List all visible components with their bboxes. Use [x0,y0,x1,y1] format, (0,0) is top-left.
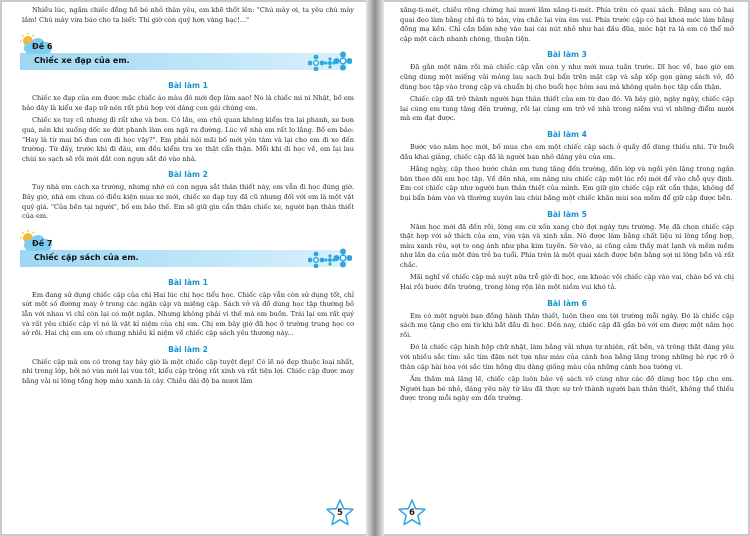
paragraph: Chiếc xe đạp của em được mặc chiếc áo màu đỏ mới đẹp lâm sao! Nó là chiếc mi ni Nhật, bố em bảo đây là kiểu xe đạp nữ nên rất phù hợp với dáng con gái chúng em. [22,94,354,112]
paragraph: Tuy nhà em cách xa trường, nhưng nhờ có con ngựa sắt thân thiết này, em vẫn đi học đúng giờ. Bây giờ, nhà em chưa có điều kiện mua xe mới, chiếc xe đạp tuy đã cũ nhưng đối với em là một vật quý giá. "Của bền tại người", bố em bảo thế. Em sẽ giữ gìn cẩn thận chiếc xe, người bạn thân thiết của em. [22,183,354,221]
section-heading: Bài làm 2 [168,344,208,354]
paragraph: Em có một người bạn đồng hành thân thiết, luôn theo em tới trường mỗi ngày. Đó là chiếc cặp sách mẹ tặng cho em từ khi bắt đầu đi học. Đến nay, chiếc cặp đã gắn bó với em được một năm học rồi. [400,311,734,339]
topic-title: Chiếc xe đạp của em. [34,56,130,66]
paragraph: Chiếc xe tuy cũ nhưng đi rất nhẹ và bon. Có lần, em chủ quan không kiểm tra lại phanh, xe bon quá, nên khi xuống dốc xe đứt phanh làm em ngã ra đường. Lúc về nhà em rất lo lắng. Bố em bảo: "Hay là từ mai bố đưa con đi học vậy?". Em phải nói mãi bố mới yên tâm và lại cho em đi xe đến trường. Từ đấy, trước khi đi đâu, em đều kiểm tra xe thật cẩn thận. Mỗi khi đi học về, em lại lau chùi xe sạch sẽ rồi mới dắt con ngựa sắt đó vào nhà. [22,116,354,163]
topic-header-7 [20,230,354,268]
paragraph: Chiếc cặp đã trở thành người bạn thân thiết của em từ đạo đó. Và bây giờ, ngày ngày, chiếc cặp lại cùng em tung tăng đến trường, rồi lại cùng em trở về nhà trong niềm vui vì những điểm mười mà em đạt được. [400,95,734,123]
topic-number: Đề 6 [32,42,53,52]
right-page [384,2,748,534]
topic-number: Đề 7 [32,238,53,248]
section-heading: Bài làm 5 [547,209,587,219]
paragraph: Ấm thầm mà lặng lẽ, chiếc cặp luôn bảo vệ sách vở cùng như các đồ dùng học tập cho em. Người bạn bé nhỏ, đáng yêu này từ lâu đã thực sự trở thành người bạn thân thiết, không thể thiếu được trong mỗi ngày em đến trường. [400,375,734,403]
book-gutter [366,0,384,536]
paragraph: Chiếc cặp mà em có trong tay bây giờ là một chiếc cặp tuyệt đẹp! Có lẽ nó đẹp thuộc loại nhất, nhì trong lớp, bởi nó vừa mới lại vừa tốt, kiểu cặp trông rất xinh và rất tiện lợi. Chiếc cặp được may bằng vải ni lông tổng hợp màu xanh lá cây. Chiều dài độ ba mươi lăm [22,357,354,385]
paragraph: xăng-ti-mét, chiều rộng chừng hai mươi lăm xăng-ti-mét. Phía trên có quai xách. Đằng sau có hai quai đeo làm bằng chỉ dù to bản, vừa chắc lại vừa êm vai. Phía trước cặp có hai khoá móc làm bằng đồng mạ kền. Chỉ cần bấm nhẹ vào hai cái nút nhỏ như hai đầu đũa, móc bật ra là em có thể mở cặp một cách nhanh chóng, thuận tiện. [400,6,734,43]
page-number: 6 [409,508,415,518]
paragraph: Em đang sử dụng chiếc cặp của chị Hai lúc chị học tiểu học. Chiếc cặp vẫn còn sử dụng tốt, chỉ sứt một số đường may ở trong các ngăn cặp và miệng cặp. Sách vở và đồ dùng học tập thường bỏ lẫn với nhau vì chỉ còn lại có một ngăn. Nhưng không phải vì thế mà em buồn. Trái lại em rất quý và rất yêu chiếc cặp vì nó là vật kỉ niệm của chị em. Chị em bây giờ đã học ở trường trung học cơ sở rồi. Hai chị em em có chung nhiều kỉ niệm về chiếc cặp sách yêu thương này... [22,290,354,338]
paragraph: Đó là chiếc cặp hình hộp chữ nhật, làm bằng vải nhựa tự nhiên, rất bền, và trông thật đáng yêu với nhiều sắc tím: sắc tím đậm nét tựa như màu của cánh hoa bằng lăng trong những hè rực rỡ ở thân cặp hài hòa với sắc tím hồng dịu dàng giống màu của những cánh hoa tường vi. [400,343,734,371]
paragraph: Nhiều lúc, ngắm chiếc đồng hồ bé nhỏ thân yêu, em khẽ thốt lên: "Chú mày ơi, ta yêu chú mày lắm! Chú mày vừa báo cho ta biết: Thì giờ còn quý hơn vàng bạc!..." [22,6,354,24]
section-heading: Bài làm 2 [168,170,208,180]
section-heading: Bài làm 1 [168,277,208,287]
topic-title: Chiếc cặp sách của em. [34,252,139,262]
paragraph: Bước vào năm học mới, bố mua cho em một chiếc cặp sách ở quầy đồ dùng thiếu nhi. Từ buổi đầu khai giảng, chiếc cặp đã là người bạn nhỏ đáng yêu của em. [400,142,734,161]
flowers-icon [308,51,352,71]
paragraph: Hằng ngày, cặp theo bước chân em tung tăng đến trường, đến lớp và ngồi yên lặng trong ngăn bàn theo dõi em học tập. Về đến nhà, em nâng niu chiếc cặp một lúc rồi mới để vào chỗ quy định. Em coi chiếc cặp như người bạn thân thiết của mình. Em giữ gìn chiếc cặp rất cẩn thận, không để bụi bẩn bám vào và thường xuyên lau chùi bằng một chiếc khăn mùi soa mềm để giữ cặp được bền. [400,165,734,202]
section-heading: Bài làm 1 [168,81,208,91]
paragraph: Đã gần một năm rồi mà chiếc cặp vẫn còn y như mới mua tuần trước. Dĩ học về, bao giờ em cũng dùng một miếng vải mỏng lau sạch bụi bẩn trên mặt cặp và sắp xếp gọn gàng sách vở, đồ dùng học tập vào trong cặp và chuẩn bị cho buổi học hôm sau mà không quên học tập cẩn thận. [400,63,734,91]
topic-header-6 [20,33,354,71]
left-page-content [22,6,354,389]
section-heading: Bài làm 4 [547,129,587,139]
page-number: 5 [337,508,343,518]
paragraph: Mãi nghĩ về chiếc cặp mà suýt nữa trễ giờ đi học, em khoác vội chiếc cặp vào vai, chào bố và chị Hai rồi bước đến trường, trong lòng rộn lên một niềm vui khó tả. [400,273,734,292]
paragraph: Năm học mới đã đến rồi, lòng em cứ xốn xang chờ đợi ngày tựu trường. Mẹ đã chọn chiếc cặp thật hợp với sở thích của em, vừa vặn và xinh xắn. Nó được làm bằng chất liệu ni lông tổng hợp, màu xanh rêu, sợi to ong ánh như pha kim tuyến. Sờ vào, ai cũng cảm thấy mát lạnh và mềm mềm như lần da của một đứa trẻ ba tuổi. Phía trên là một quai xách được bện bằng sợi ni lông bền và rất chắc. [400,222,734,269]
section-heading: Bài làm 3 [547,50,587,60]
flowers-icon [308,248,352,268]
section-heading: Bài làm 6 [547,298,587,308]
left-page [2,2,366,534]
right-page-content [400,6,734,407]
